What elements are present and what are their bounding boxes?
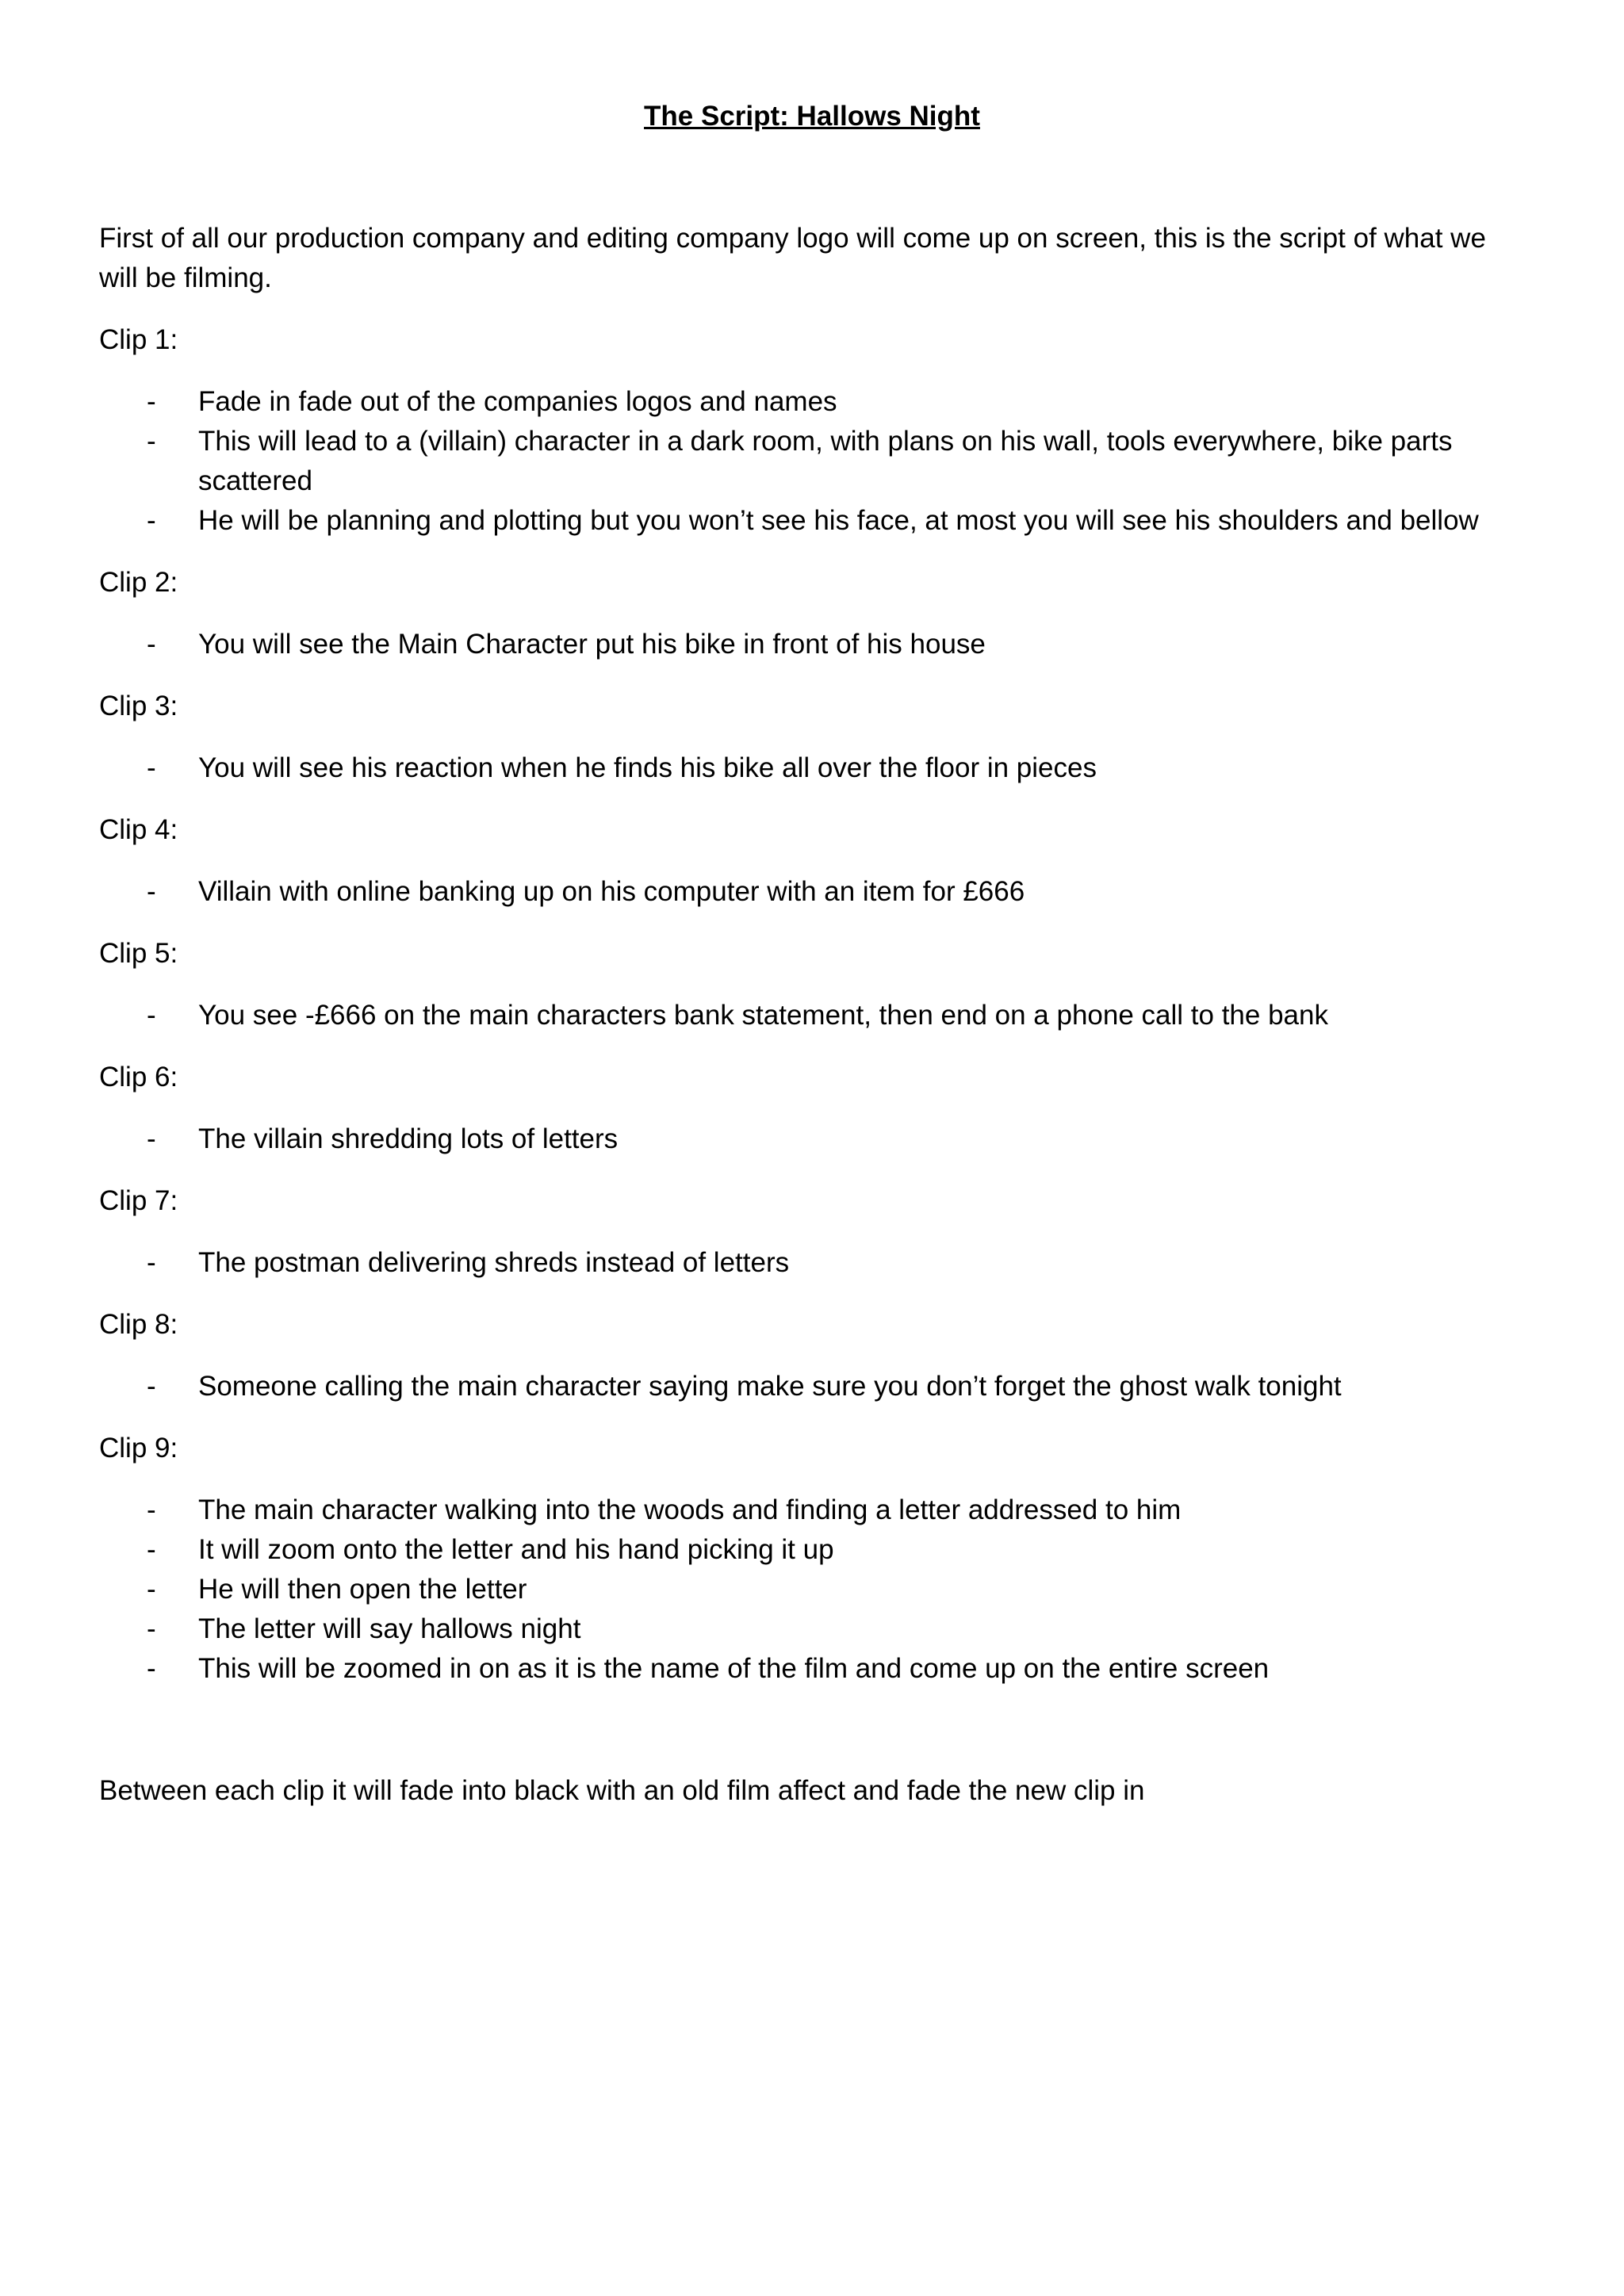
list-item: [99, 501, 1526, 541]
list-item-text: This will lead to a (villain) character in a dark room, with plans on his wall, tools everywhere, bike parts scattered: [198, 426, 1453, 496]
bullet-dash: -: [147, 1247, 156, 1278]
list-item: [99, 1609, 1526, 1649]
bullet-dash: -: [147, 1613, 156, 1644]
bullet-dash: -: [147, 505, 156, 536]
bullet-dash: -: [147, 752, 156, 783]
clip-bullet-list: [99, 872, 1526, 912]
list-item: [99, 748, 1526, 788]
list-item-text: The villain shredding lots of letters: [198, 1123, 619, 1154]
list-item-text: He will then open the letter: [198, 1574, 527, 1605]
list-item-text: Villain with online banking up on his computer with an item for £666: [198, 876, 1025, 907]
clip-label: Clip 6:: [99, 1062, 178, 1093]
clip-bullet-list: [99, 1119, 1526, 1159]
list-item: [99, 1570, 1526, 1609]
list-item-text: Fade in fade out of the companies logos and names: [198, 386, 837, 417]
bullet-dash: -: [147, 1000, 156, 1031]
list-item: [99, 625, 1526, 664]
list-item-text: You will see his reaction when he finds his bike all over the floor in pieces: [198, 752, 1097, 783]
list-item-text: This will be zoomed in on as it is the name of the film and come up on the entire screen: [198, 1653, 1270, 1684]
clip-label: Clip 4:: [99, 814, 178, 845]
list-item: [99, 996, 1526, 1035]
list-item: [99, 1649, 1526, 1689]
list-item-text: You see -£666 on the main characters bank statement, then end on a phone call to the bank: [198, 1000, 1328, 1031]
list-item-text: He will be planning and plotting but you won’t see his face, at most you will see his shoulders and bellow: [198, 505, 1479, 536]
clip-bullet-list: [99, 625, 1526, 664]
list-item: [99, 1490, 1526, 1530]
bullet-dash: -: [147, 426, 156, 457]
list-item-text: The letter will say hallows night: [198, 1613, 581, 1644]
clip-bullet-list: [99, 1490, 1526, 1689]
closing-paragraph: Between each clip it will fade into black with an old film affect and fade the new clip in: [99, 1775, 1145, 1806]
clip-label: Clip 3:: [99, 691, 178, 721]
bullet-dash: -: [147, 386, 156, 417]
clip-sections: [99, 320, 1526, 1689]
list-item-text: The main character walking into the woods and finding a letter addressed to him: [198, 1494, 1182, 1525]
bullet-dash: -: [147, 1494, 156, 1525]
list-item: [99, 422, 1526, 501]
clip-label: Clip 2:: [99, 567, 178, 598]
clip-label: Clip 8:: [99, 1309, 178, 1340]
clip-bullet-list: [99, 748, 1526, 788]
clip-bullet-list: [99, 1367, 1526, 1406]
bullet-dash: -: [147, 1123, 156, 1154]
list-item: [99, 1119, 1526, 1159]
bullet-dash: -: [147, 629, 156, 660]
bullet-dash: -: [147, 1653, 156, 1684]
list-item-text: You will see the Main Character put his bike in front of his house: [198, 629, 986, 660]
list-item: [99, 872, 1526, 912]
document-body: [99, 219, 1526, 1839]
clip-bullet-list: [99, 382, 1526, 541]
clip-label: Clip 9:: [99, 1433, 178, 1464]
list-item-text: It will zoom onto the letter and his hand picking it up: [198, 1534, 834, 1565]
list-item: [99, 1367, 1526, 1406]
bullet-dash: -: [147, 1574, 156, 1605]
clip-label: Clip 5:: [99, 938, 178, 969]
list-item: [99, 382, 1526, 422]
bullet-dash: -: [147, 876, 156, 907]
clip-label: Clip 7:: [99, 1185, 178, 1216]
list-item: [99, 1243, 1526, 1283]
list-item: [99, 1530, 1526, 1570]
bullet-dash: -: [147, 1371, 156, 1402]
clip-bullet-list: [99, 996, 1526, 1035]
list-item-text: The postman delivering shreds instead of letters: [198, 1247, 790, 1278]
clip-label: Clip 1:: [99, 324, 178, 355]
list-item-text: Someone calling the main character saying make sure you don’t forget the ghost walk tonight: [198, 1371, 1342, 1402]
intro-paragraph: First of all our production company and editing company logo will come up on screen, this is the script of what we will be filming.: [99, 223, 1486, 293]
clip-bullet-list: [99, 1243, 1526, 1283]
bullet-dash: -: [147, 1534, 156, 1565]
document-title: The Script: Hallows Night: [644, 101, 980, 132]
